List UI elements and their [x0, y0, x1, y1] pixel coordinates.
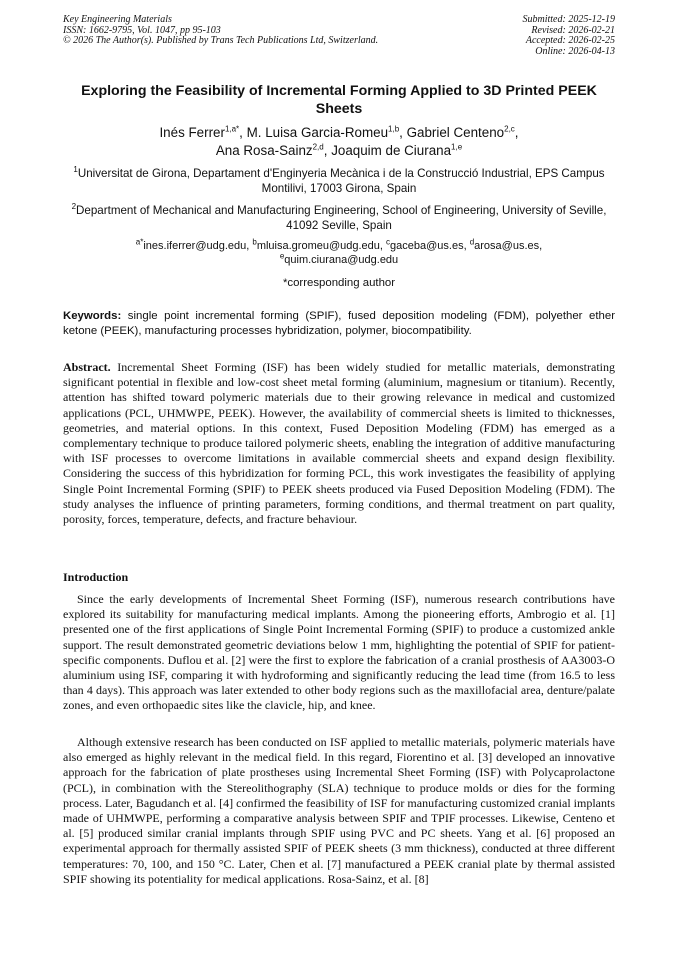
paper-title: Exploring the Feasibility of Incremental Forming Applied to 3D Printed PEEK Sheets	[81, 83, 597, 117]
author-affiliation-mark: 1,b	[388, 124, 400, 134]
email-link[interactable]: mluisa.gromeu@udg.edu	[256, 240, 380, 252]
author-name: Inés Ferrer	[159, 125, 225, 140]
author-name: Gabriel Centeno	[406, 125, 505, 140]
author-list: Inés Ferrer$^{1,a*}$, M. Luisa Garcia-Romeu$^{1,b}$, Gabriel Centeno$^{2,c}$, Ana Rosa-Sainz$^{2,d}$, Joaquim de Ciurana$^{1,e}$	[159, 124, 519, 158]
abstract-text: Incremental Sheet Forming (ISF) has been widely studied for metallic materials, demonstrating significant potential in flexible and low-cost sheet metal forming (aluminium, magnesium or titanium). Recently, attention has shifted toward polymeric materials due to their growing relevance in medical and customized applications (PCL, UHMWPE, PEEK). However, the availability of commercial sheets is limited to thicknesses, geometries, and material options. In this context, Fused Deposition Modeling (FDM) has emerged as a complementary technique to produce tailored polymeric sheets, enabling the integration of additive manufacturing with ISF processes to overcome limitations in available commercial sheets and expand design flexibility. Considering the success of this hybridization for forming PCL, this work investigates the feasibility of applying Single Point Incremental Forming (SPIF) to PEEK sheets produced via Fused Deposition Modeling (FDM). The study analyses the influence of printing parameters, forming conditions, and thermal treatment on part quality, porosity, forces, temperature, defects, and fracture behaviour.	[63, 360, 615, 527]
email-list: $^{a*}$ines.iferrer@udg.edu, $^b$mluisa.gromeu@udg.edu, $^c$gaceba@us.es, $^d$arosa@us.es, $^e$quim.ciurana@udg.edu	[135, 237, 543, 266]
author-affiliation-mark: 2,d	[312, 142, 324, 152]
section-heading-introduction: Introduction	[63, 570, 129, 584]
corresponding-author-note: *corresponding author	[282, 277, 396, 289]
abstract-block	[63, 360, 615, 527]
online-date: Online: 2026-04-13	[535, 45, 615, 57]
email-link[interactable]: gaceba@us.es	[390, 240, 464, 252]
introduction-paragraph-2: Although extensive research has been conducted on ISF applied to metallic materials, polymeric materials have also emerged as highly relevant in the medical field. In this regard, Fiorentino et al. [3] developed an innovative approach for the fabrication of plate prostheses using Incremental Sheet Forming (ISF) with Polycaprolactone (PCL), in combination with the Stereolithography (SLA) technique to produce molds or dies for the forming process. Later, Bagudanch et al. [4] confirmed the feasibility of ISF for manufacturing customized cranial implants made of UHMWPE, performing a comparative analysis between SPIF and TPIF processes. Likewise, Centeno et al. [5] produced similar cranial implants through SPIF using PVC and PC sheets. Yang et al. [6] proposed an experimental approach for thermally assisted SPIF of PEEK sheets (3 mm thickness), conducted at three different temperatures: 70, 100, and 150 °C. Later, Chen et al. [7] manufactured a PEEK cranial plate by thermal assisted SPIF showing its potentiality for medical applications. Rosa-Sainz, et al. [8]	[63, 735, 616, 886]
email-mark: e	[279, 251, 285, 261]
journal-issn: ISSN: 1662-9795, Vol. 1047, pp 95-103	[63, 24, 221, 36]
author-affiliation-mark: 2,c	[504, 124, 515, 134]
introduction-paragraph-1: Since the early developments of Incremental Sheet Forming (ISF), numerous research contributions have explored its suitability for manufacturing medical implants. Among the pioneering efforts, Ambrogio et al. [1] presented one of the first applications of Single Point Incremental Forming (SPIF) to produce a customized ankle support. The result demonstrated geometric deviations below 1 mm, highlighting the potential of SPIF for patient-specific components. Duflou et al. [2] were the first to explore the fabrication of a cranial prosthesis of AA3003-O aluminium using ISF, comparing it with hydroforming and significantly reducing the lead time (from 16.5 to less than 4 days). This approach was later extended to other body regions such as the maxillofacial area, denture/palate zones, and even orthopaedic sites like the clavicle, hip, and knee.	[63, 592, 615, 713]
email-mark: a*	[135, 237, 144, 247]
author-name: Joaquim de Ciurana	[331, 143, 452, 158]
keywords-text: single point incremental forming (SPIF), fused deposition modeling (FDM), polyether ether ketone (PEEK), manufacturing processes hybridization, polymer, biocompatibility.	[63, 310, 615, 337]
submitted-date: Submitted: 2025-12-19	[522, 14, 615, 25]
keywords-block	[63, 309, 615, 339]
email-mark: b	[252, 237, 257, 247]
affiliation-text: Universitat de Girona, Departament d'Enginyeria Mecànica i de la Construcció Industrial, EPS Campus Montilivi, 17003 Girona, Spain	[77, 167, 605, 195]
email-mark: c	[386, 237, 391, 247]
affiliation-1	[63, 167, 615, 197]
author-affiliation-mark: 1,a*	[224, 124, 240, 134]
dates-header	[523, 15, 616, 57]
author-name: Ana Rosa-Sainz	[215, 143, 313, 158]
author-name: M. Luisa Garcia-Romeu	[246, 125, 389, 140]
email-link[interactable]: ines.iferrer@udg.edu	[143, 240, 247, 252]
email-mark: d	[469, 237, 475, 247]
email-link[interactable]: quim.ciurana@udg.edu	[284, 253, 399, 266]
journal-name: Key Engineering Materials	[63, 14, 172, 25]
copyright-notice: © 2026 The Author(s). Published by Trans Tech Publications Ltd, Switzerland.	[63, 35, 379, 47]
affiliation-mark: 1	[73, 165, 78, 175]
email-link[interactable]: arosa@us.es	[474, 240, 540, 252]
revised-date: Revised: 2026-02-21	[531, 24, 615, 36]
journal-header	[63, 15, 378, 47]
affiliation-mark: 2	[71, 202, 77, 212]
abstract-label: Abstract.	[63, 360, 111, 374]
affiliation-2	[63, 204, 615, 234]
author-affiliation-mark: 1,e	[451, 142, 463, 152]
affiliation-text: Department of Mechanical and Manufacturing Engineering, School of Engineering, University of Seville, 41092 Seville, Spain	[76, 204, 607, 232]
accepted-date: Accepted: 2026-02-25	[525, 35, 615, 47]
keywords-label: Keywords:	[63, 310, 122, 322]
